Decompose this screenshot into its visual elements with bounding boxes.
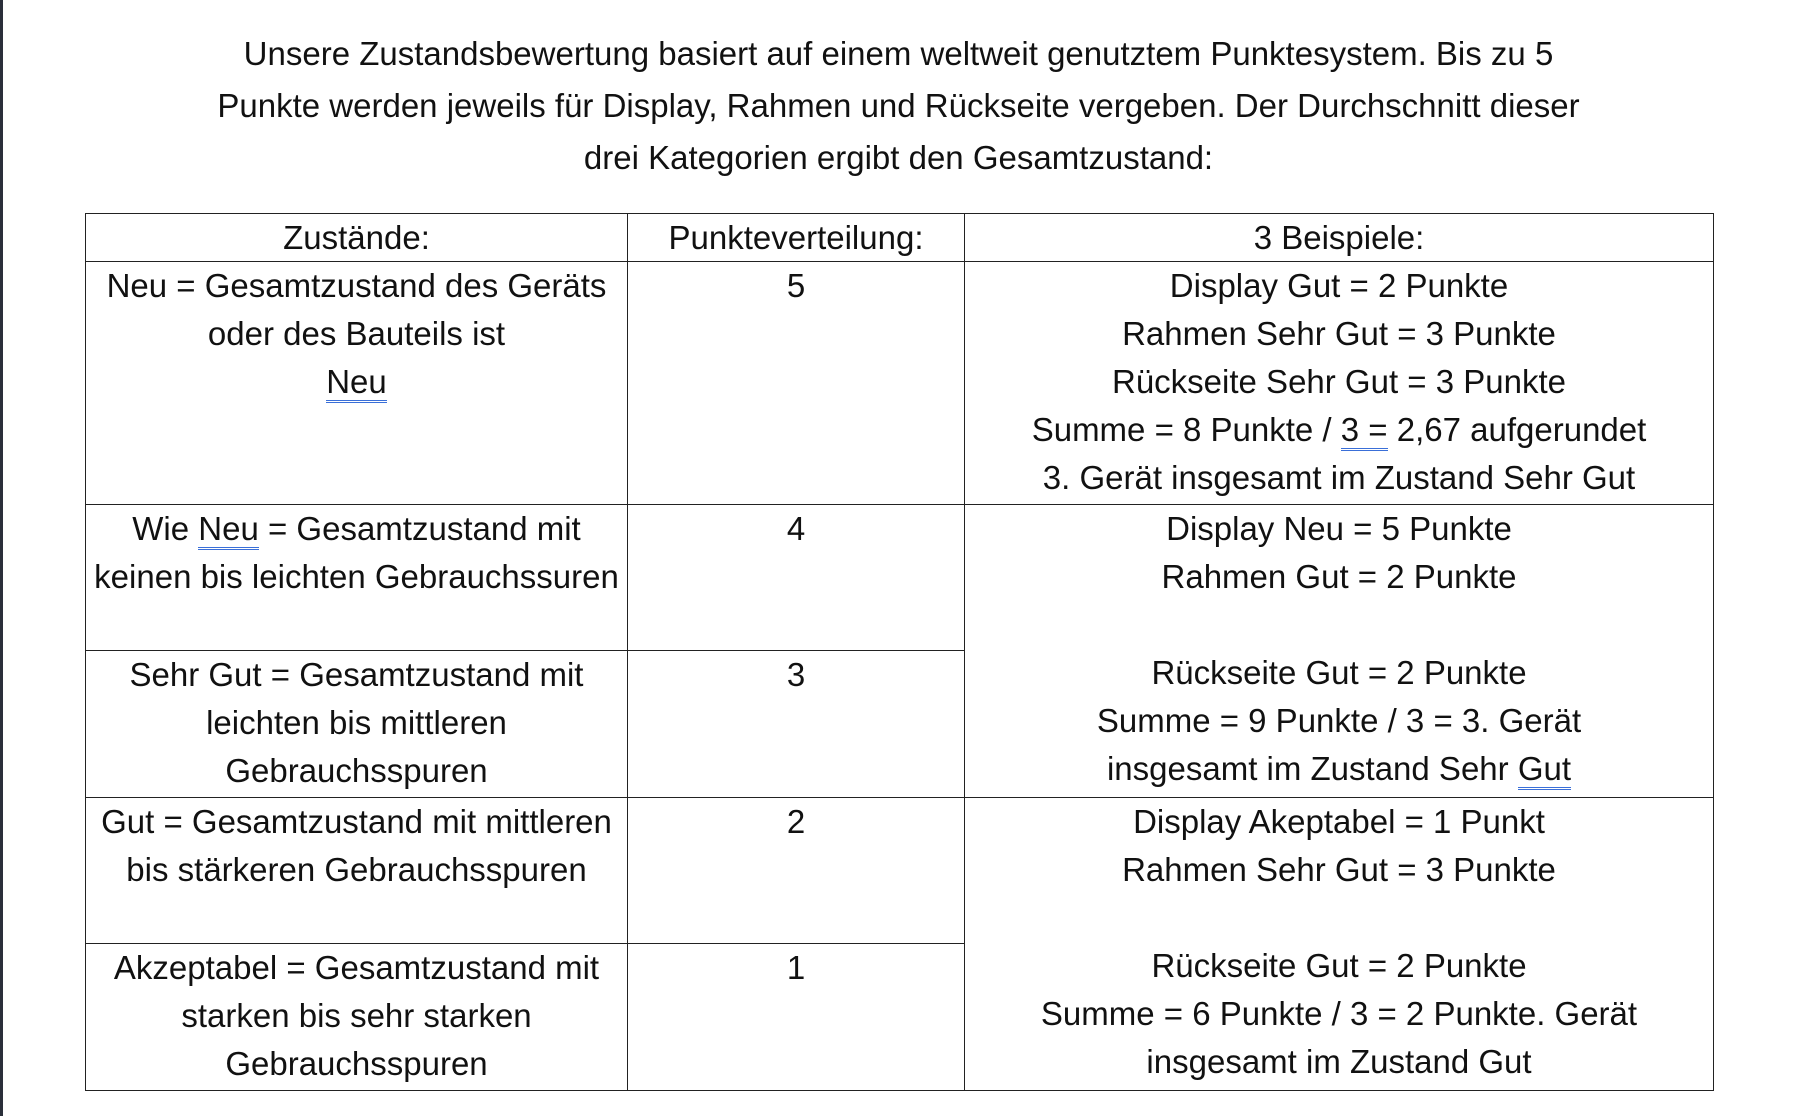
- example-sum-line: [971, 406, 1707, 454]
- sum-text: Summe = 8 Punkte /: [1031, 411, 1341, 448]
- state-cell: Akzeptabel = Gesamtzustand mit starken bis sehr starken Gebrauchsspuren: [86, 944, 628, 1091]
- intro-line: Unsere Zustandsbewertung basiert auf einem weltweit genutztem Punktesystem. Bis zu 5: [243, 35, 1554, 72]
- points-cell: 5: [628, 262, 965, 505]
- example-line: Rückseite Gut = 2 Punkte: [1151, 654, 1527, 691]
- state-text: = Gesamtzustand mit keinen bis leichten Gebrauchssuren: [94, 510, 619, 595]
- table-header-row: [86, 214, 1714, 262]
- example-cell: [965, 262, 1714, 505]
- example-line: Rahmen Gut = 2 Punkte: [1161, 558, 1517, 595]
- points-cell: 1: [628, 944, 965, 1091]
- example-line: Rahmen Sehr Gut = 3 Punkte: [1122, 315, 1556, 352]
- table-row: [86, 505, 1714, 651]
- window-edge: [0, 0, 3, 1116]
- header-states: Zustände:: [86, 214, 628, 262]
- state-text: Wie: [132, 510, 199, 547]
- example-line: 3. Gerät insgesamt im Zustand Sehr Gut: [1042, 459, 1636, 496]
- example-cell: [965, 798, 1714, 1091]
- example-line: Rückseite Gut = 2 Punkte: [1151, 947, 1527, 984]
- spellcheck-underlined-word: Gut: [1518, 750, 1571, 790]
- example-text: insgesamt im Zustand Sehr: [1106, 750, 1518, 787]
- spellcheck-underlined-word: Neu: [326, 363, 387, 403]
- header-examples: 3 Beispiele:: [965, 214, 1714, 262]
- points-cell: 3: [628, 651, 965, 798]
- sum-text: 2,67 aufgerundet: [1387, 411, 1647, 448]
- example-cell: [965, 505, 1714, 798]
- intro-line: drei Kategorien ergibt den Gesamtzustand:: [583, 139, 1214, 176]
- intro-paragraph: [85, 28, 1712, 184]
- condition-table: [85, 213, 1714, 1091]
- intro-line: Punkte werden jeweils für Display, Rahmen und Rückseite vergeben. Der Durchschnitt dieser: [217, 87, 1580, 124]
- state-cell: [86, 505, 628, 651]
- example-line: Display Akeptabel = 1 Punkt: [1133, 803, 1545, 840]
- example-line: Rückseite Sehr Gut = 3 Punkte: [1112, 363, 1566, 400]
- spellcheck-underlined-word: 3 =: [1341, 411, 1388, 451]
- example-line: Display Gut = 2 Punkte: [1169, 267, 1509, 304]
- example-line: Summe = 9 Punkte / 3 = 3. Gerät: [1096, 702, 1582, 739]
- points-cell: 4: [628, 505, 965, 651]
- state-cell: Sehr Gut = Gesamtzustand mit leichten bis mittleren Gebrauchsspuren: [86, 651, 628, 798]
- points-cell: 2: [628, 798, 965, 944]
- example-line: Rahmen Sehr Gut = 3 Punkte: [1122, 851, 1556, 888]
- spellcheck-underlined-word: Neu: [198, 510, 259, 550]
- state-text: Neu = Gesamtzustand des Geräts oder des Bauteils ist: [106, 267, 607, 352]
- example-line: insgesamt im Zustand Gut: [1146, 1043, 1532, 1080]
- example-line: Display Neu = 5 Punkte: [1166, 510, 1512, 547]
- table-row: [86, 798, 1714, 944]
- example-line: Summe = 6 Punkte / 3 = 2 Punkte. Gerät: [1040, 995, 1638, 1032]
- state-cell: Gut = Gesamtzustand mit mittleren bis stärkeren Gebrauchsspuren: [86, 798, 628, 944]
- example-line: [971, 745, 1707, 793]
- header-points: Punkteverteilung:: [628, 214, 965, 262]
- state-cell: [86, 262, 628, 505]
- table-row: [86, 262, 1714, 505]
